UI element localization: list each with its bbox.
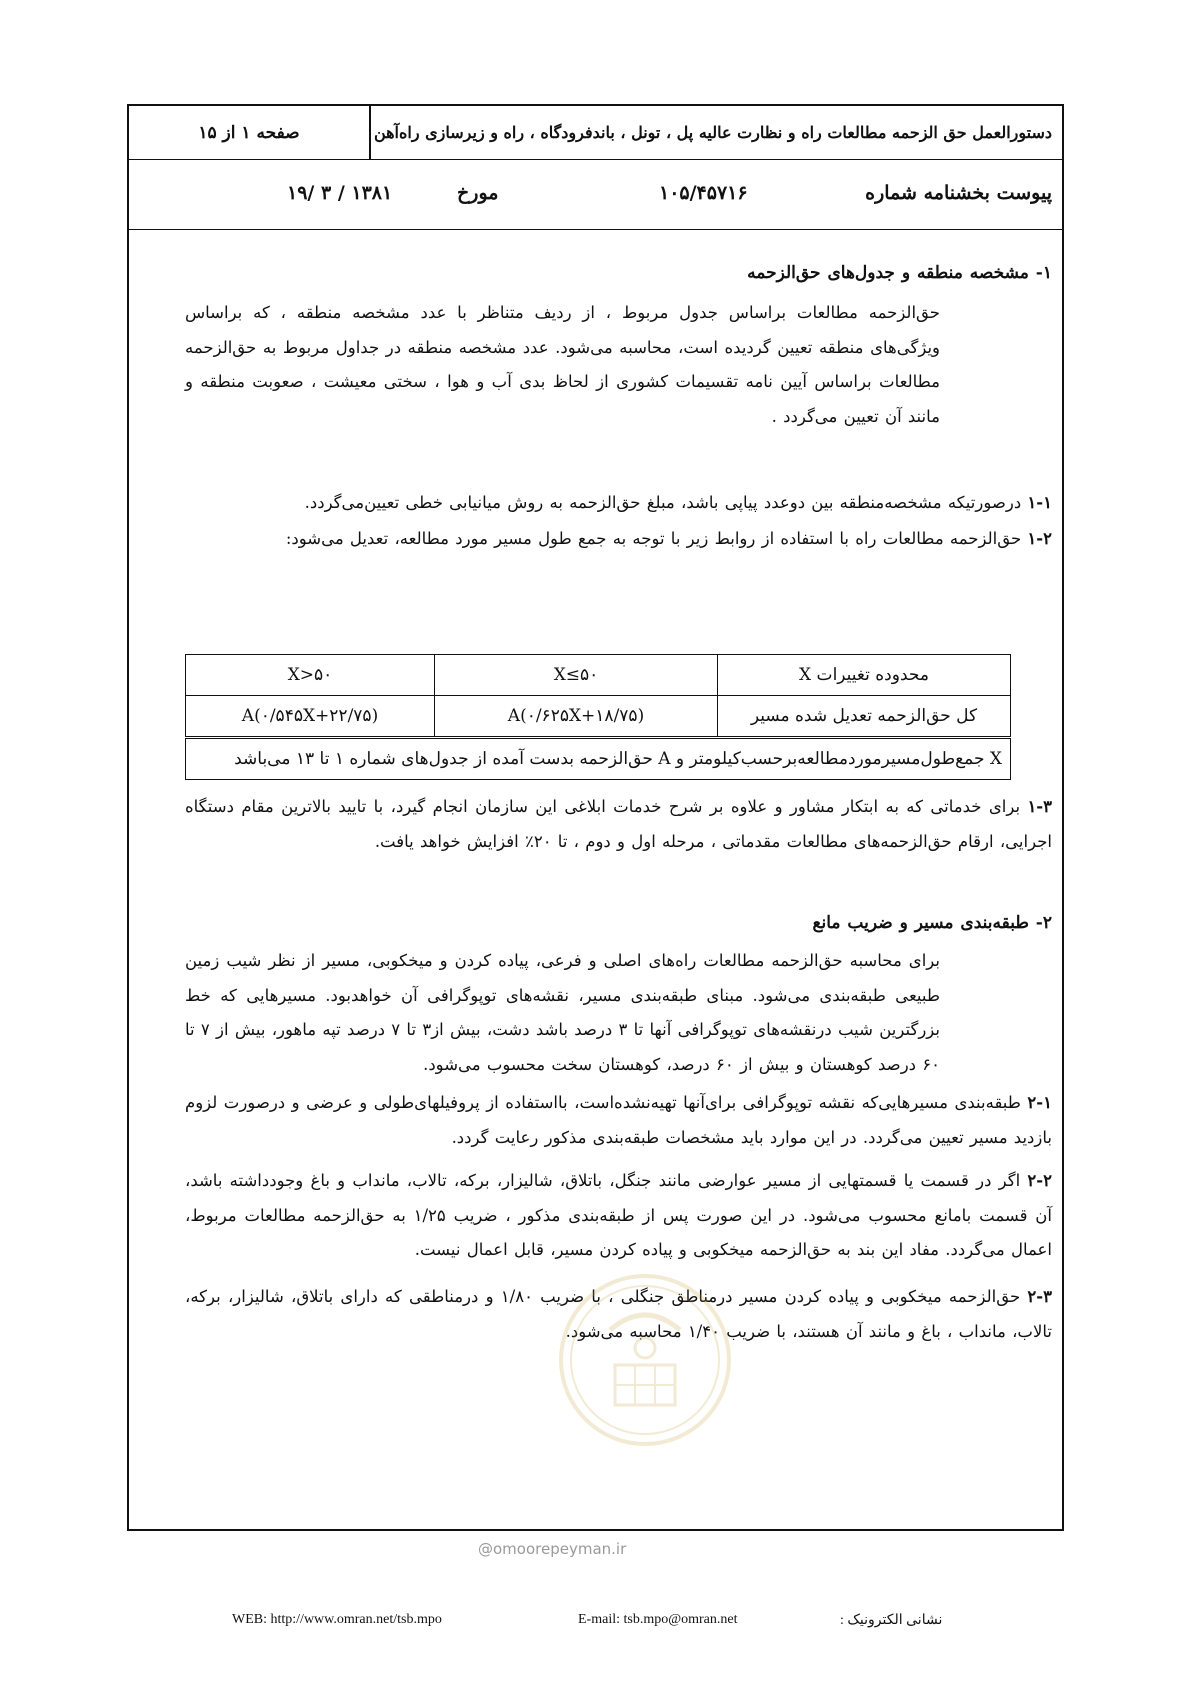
circular-number: ۱۰۵/۴۵۷۱۶ bbox=[659, 182, 748, 204]
item-2-1-number: ۲-۱ bbox=[1027, 1093, 1052, 1112]
item-1-3-number: ۱-۳ bbox=[1027, 797, 1053, 816]
item-2-2-number: ۲-۲ bbox=[1027, 1171, 1052, 1190]
item-1-2-text: حق‌الزحمه مطالعات راه با استفاده از روابط زیر با توجه به جمع طول مسیر مورد مطالعه، تعدیل می‌شود: bbox=[285, 529, 1022, 548]
table-cell: (۰/۵۴۵X+۲۲/۷۵)A bbox=[186, 696, 435, 738]
item-2-3-number: ۲-۳ bbox=[1027, 1287, 1052, 1306]
item-1-1 bbox=[185, 486, 1052, 521]
table-cell: X≤۵۰ bbox=[435, 655, 718, 696]
item-1-1-number: ۱-۱ bbox=[1027, 493, 1052, 512]
item-2-3-text: حق‌الزحمه میخکوبی و پیاده کردن مسیر درمناطق جنگلی ، با ضریب ۱/۸۰ و درمناطقی که دارای باتلاق، شالیزار، برکه، تالاب، مانداب ، باغ و مانند آن هستند، با ضریب ۱/۴۰ محاسبه می‌شود. bbox=[185, 1287, 1052, 1341]
table-cell: (۰/۶۲۵X+۱۸/۷۵)A bbox=[435, 696, 718, 738]
section-1-heading: ۱- مشخصه منطقه و جدول‌های حق‌الزحمه bbox=[747, 263, 1052, 283]
attachment-label: پیوست بخشنامه شماره bbox=[865, 182, 1052, 204]
table-row bbox=[186, 696, 1011, 738]
section-2-body: برای محاسبه حق‌الزحمه مطالعات راه‌های اصلی و فرعی، پیاده کردن و میخکوبی، مسیر از نظر شیب زمین طبیعی طبقه‌بندی می‌شود. مبنای طبقه‌بندی مسیر، نقشه‌های توپوگرافی آن خواهدبود. مسیرهایی که خط بزرگترین شیب درنقشه‌های توپوگرافی آنها تا ۳ درصد باشد دشت، بیش از۳ تا ۷ درصد تپه ماهور، بیش از ۷ تا ۶۰ درصد کوهستان و بیش از ۶۰ درصد، کوهستان سخت محسوب می‌شود. bbox=[185, 951, 941, 1074]
table-note-row bbox=[186, 738, 1011, 780]
table-note: X جمع‌طول‌مسیرموردمطالعه‌برحسب‌کیلومتر و A حق‌الزحمه بدست آمده از جدول‌های شماره ۱ تا ۱۳ می‌باشد bbox=[186, 738, 1011, 780]
table-header-row bbox=[186, 655, 1011, 696]
circular-date: ۱۳۸۱ / ۳ /۱۹ bbox=[287, 182, 393, 204]
seal-watermark bbox=[555, 1270, 735, 1450]
adjustment-table bbox=[185, 654, 1011, 780]
date-label: مورخ bbox=[457, 182, 499, 204]
watermark-text: @omoorepeyman.ir bbox=[478, 1540, 627, 1558]
footer-label: نشانی الکترونیک : bbox=[840, 1613, 943, 1628]
item-2-2-text: اگر در قسمت یا قسمتهایی از مسیر عوارضی مانند جنگل، باتلاق، شالیزار، برکه، تالاب، مانداب و باغ وجودداشته باشد، آن قسمت بامانع محسوب می‌شود. در این صورت پس از طبقه‌بندی مذکور ، ضریب ۱/۲۵ به حق‌الزحمه مطالعات مربوط، اعمال می‌گردد. مفاد این بند به حق‌الزحمه میخکوبی و پیاده کردن مسیر، قابل اعمال نیست. bbox=[185, 1171, 1052, 1259]
item-1-2-number: ۱-۲ bbox=[1027, 529, 1052, 548]
section-2-heading: ۲- طبقه‌بندی مسیر و ضریب مانع bbox=[812, 913, 1052, 933]
footer-email: E-mail: tsb.mpo@omran.net bbox=[578, 1612, 738, 1627]
table-cell: کل حق‌الزحمه تعدیل شده مسیر bbox=[718, 696, 1011, 738]
item-1-3-text: برای خدماتی که به ابتکار مشاور و علاوه بر شرح خدمات ابلاغی این سازمان انجام گیرد، با تایید بالاترین مقام دستگاه اجرایی، ارقام حق‌الزحمه‌های مطالعات مقدماتی ، مرحله اول و دوم ، تا ۲۰٪ افزایش خواهد یافت. bbox=[185, 797, 1052, 851]
item-1-1-text: درصورتیکه مشخصه‌منطقه بین دوعدد پیاپی باشد، مبلغ حق‌الزحمه به روش میانیابی خطی تعیین‌می‌گردد. bbox=[304, 493, 1022, 512]
table-cell: محدوده تغییرات X bbox=[718, 655, 1011, 696]
footer-web: WEB: http://www.omran.net/tsb.mpo bbox=[232, 1612, 442, 1627]
section-1-body: حق‌الزحمه مطالعات براساس جدول مربوط ، از ردیف متناظر با عدد مشخصه منطقه ، که براساس ویژگی‌های منطقه تعیین گردیده است، محاسبه می‌شود. عدد مشخصه منطقه در جداول مربوط به حق‌الزحمه مطالعات براساس آیین نامه تقسیمات کشوری از لحاظ بدی آب و هوا ، سختی معیشت ، صعوبت منطقه و مانند آن تعیین می‌گردد . bbox=[185, 303, 940, 426]
item-1-3 bbox=[185, 790, 1052, 859]
item-2-1 bbox=[185, 1086, 1052, 1155]
table-cell: X>۵۰ bbox=[186, 655, 435, 696]
item-2-2 bbox=[185, 1164, 1052, 1268]
item-2-1-text: طبقه‌بندی مسیرهایی‌که نقشه توپوگرافی برای‌آنها تهیه‌نشده‌است، بااستفاده از پروفیلهای‌طولی و عرضی و درصورت لزوم بازدید مسیر تعیین می‌گردد. در این موارد باید مشخصات طبقه‌بندی مذکور رعایت گردد. bbox=[185, 1093, 1052, 1147]
page-indicator: صفحه ۱ از ۱۵ bbox=[198, 123, 300, 143]
item-1-2 bbox=[185, 522, 1052, 557]
document-title: دستورالعمل حق الزحمه مطالعات راه و نظارت عالیه پل ، تونل ، باندفرودگاه ، راه و زیرسازی راه‌آهن bbox=[373, 123, 1052, 142]
